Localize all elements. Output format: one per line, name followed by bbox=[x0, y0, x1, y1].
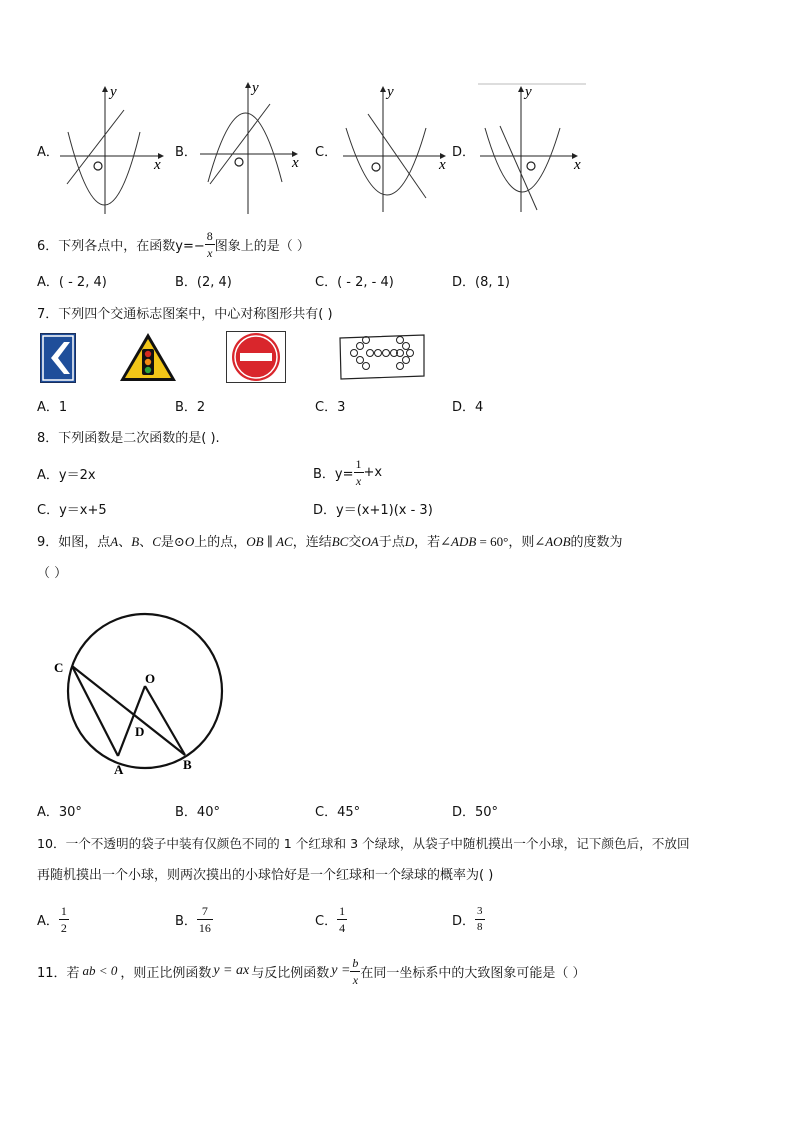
q11-function-inverse-pre: y = bbox=[331, 963, 351, 978]
q11-text-b: ，则正比例函数 bbox=[120, 965, 212, 981]
q9-parallel: ∥ bbox=[263, 534, 277, 549]
q9-point-c: C bbox=[152, 534, 161, 549]
q9-text-f: 于点 bbox=[378, 535, 405, 550]
q9-option-c[interactable]: C．45° bbox=[315, 805, 361, 820]
q11-stem bbox=[37, 950, 586, 992]
q9-option-a[interactable]: A．30° bbox=[37, 805, 82, 820]
q9-text-c: 上的点， bbox=[194, 535, 247, 550]
q9-segment-ac: AC bbox=[276, 534, 293, 549]
q5-graph-a-line bbox=[67, 110, 124, 184]
q7-option-a[interactable]: A．1 bbox=[37, 400, 68, 415]
q5-option-d-label[interactable]: D． bbox=[452, 145, 476, 160]
q6-fraction bbox=[205, 230, 215, 259]
q6-text-post: 图象上的是（ ） bbox=[214, 238, 310, 254]
q9-fig-label-c: C bbox=[54, 660, 64, 675]
q5-graph-d-origin bbox=[527, 162, 535, 170]
q6-option-a[interactable]: A．( - 2, 4) bbox=[37, 275, 107, 290]
q5-graph-d-y-label: y bbox=[525, 84, 532, 100]
q5-graph-c-x-label: x bbox=[439, 157, 446, 173]
q9-segment-ca bbox=[72, 666, 118, 756]
dot-pattern-sign-icon bbox=[338, 334, 426, 380]
q7-option-b[interactable]: B．2 bbox=[175, 400, 206, 415]
q8-option-a[interactable]: A．y＝2x bbox=[37, 468, 96, 483]
q7-option-c[interactable]: C．3 bbox=[315, 400, 346, 415]
q5-graph-a-x-label: x bbox=[154, 157, 161, 173]
q7-sign-no-entry bbox=[226, 331, 286, 383]
q9-circle-symbol: ⊙ bbox=[173, 534, 185, 549]
q5-graph-a bbox=[60, 84, 164, 214]
q8-stem: 8．下列函数是二次函数的是( ). bbox=[37, 431, 220, 446]
q9-fig-label-b: B bbox=[183, 757, 192, 772]
q11-text-c: 与反比例函数 bbox=[251, 965, 330, 981]
q11-fraction-num: b bbox=[352, 955, 359, 970]
q11-condition: ab < 0 bbox=[82, 963, 118, 978]
q7-sign-traffic-light bbox=[118, 331, 178, 383]
q9-angle-value: = 60° bbox=[476, 534, 509, 549]
q5-option-b-label[interactable]: B． bbox=[175, 145, 197, 160]
q8-option-b-numerator: 1 bbox=[355, 456, 362, 471]
q10-option-d-num: 3 bbox=[477, 904, 483, 917]
q10-option-b-den: 16 bbox=[198, 920, 211, 935]
q9-text-a: 9．如图，点 bbox=[37, 535, 111, 550]
q9-segment-cb bbox=[72, 666, 185, 755]
q6-option-d[interactable]: D．(8, 1) bbox=[452, 275, 510, 290]
q9-option-b[interactable]: B．40° bbox=[175, 805, 220, 820]
q10-option-c-bar bbox=[337, 919, 347, 920]
q8-option-b-post: +x bbox=[363, 464, 383, 480]
q9-angle-adb: ∠ADB bbox=[440, 534, 477, 549]
q6-text-pre: 下列各点中，在函数y=− bbox=[58, 238, 205, 254]
q9-text-i: ，则 bbox=[508, 535, 535, 550]
q5-graph-b bbox=[200, 80, 299, 214]
q6-option-c[interactable]: C．( - 2, - 4) bbox=[315, 275, 394, 290]
q5-graph-c-y-label: y bbox=[387, 84, 394, 100]
q5-graph-b-x-label: x bbox=[292, 155, 299, 171]
q8-option-b[interactable] bbox=[313, 452, 382, 492]
q10-option-c-fraction bbox=[337, 905, 347, 934]
q10-option-b-fraction bbox=[197, 905, 213, 934]
q5-option-c-label[interactable]: C． bbox=[315, 145, 338, 160]
q9-point-d: D bbox=[404, 534, 415, 549]
q11-function-direct: y = ax bbox=[213, 963, 250, 978]
q9-stem-line1 bbox=[37, 531, 623, 550]
q5-graph-a-y-arrow bbox=[102, 86, 108, 92]
q5-graph-d-parabola bbox=[485, 128, 560, 192]
q5-graph-d-x-label: x bbox=[574, 157, 581, 173]
q9-segment-ob-line bbox=[145, 686, 185, 755]
q9-figure bbox=[46, 606, 236, 776]
q11-fraction-den: x bbox=[352, 972, 359, 987]
q5-option-a-label[interactable]: A． bbox=[37, 145, 59, 160]
q10-option-c-den: 4 bbox=[339, 920, 346, 935]
q10-option-a-fraction bbox=[59, 905, 69, 934]
q9-fig-label-a: A bbox=[114, 762, 124, 776]
q10-option-b-bar bbox=[197, 919, 213, 920]
q9-point-o: O bbox=[184, 534, 195, 549]
q5-graph-b-origin bbox=[235, 158, 243, 166]
q9-point-a: A bbox=[110, 534, 119, 549]
q10-option-c-letter: C． bbox=[315, 913, 338, 929]
q9-text-j: 的度数为 bbox=[570, 535, 623, 550]
q6-fraction-denominator: x bbox=[207, 245, 213, 260]
q9-circle-figure-svg bbox=[46, 606, 236, 776]
chevron-left-sign-icon bbox=[40, 333, 76, 383]
q10-option-a-letter: A． bbox=[37, 913, 59, 929]
q6-fraction-numerator: 8 bbox=[206, 228, 213, 243]
q9-fig-label-d: D bbox=[135, 724, 145, 739]
q6-fraction-bar bbox=[205, 244, 215, 245]
q10-stem-line1: 10．一个不透明的袋子中装有仅颜色不同的 1 个红球和 3 个绿球，从袋子中随机摸出一个小球，记下颜色后，不放回 bbox=[37, 836, 690, 851]
q9-segment-oa: OA bbox=[361, 534, 379, 549]
traffic-light-warning-icon bbox=[118, 331, 178, 383]
q5-graph-c-y-arrow bbox=[380, 86, 386, 92]
q9-sep2: 、 bbox=[139, 535, 153, 550]
q10-option-a-num: 1 bbox=[60, 903, 67, 918]
q5-graph-b-line bbox=[210, 104, 270, 184]
q6-option-b[interactable]: B．(2, 4) bbox=[175, 275, 232, 290]
q5-graph-b-y-arrow bbox=[245, 82, 251, 88]
q5-graph-a-origin bbox=[94, 162, 102, 170]
q9-option-d[interactable]: D．50° bbox=[452, 805, 499, 820]
q9-text-b: 是 bbox=[160, 535, 174, 550]
q10-option-d-letter: D． bbox=[452, 913, 476, 929]
q5-graph-c-parabola bbox=[346, 128, 426, 195]
q10-option-d-bar bbox=[475, 919, 485, 920]
q8-option-b-denominator: x bbox=[355, 473, 362, 488]
q6-stem bbox=[37, 224, 310, 264]
q9-sep1: 、 bbox=[118, 535, 132, 550]
q11-text-a: 11．若 bbox=[37, 965, 80, 981]
q11-function-inverse-fraction bbox=[350, 957, 360, 986]
no-entry-sign-icon bbox=[226, 331, 286, 383]
q9-fig-label-o: O bbox=[145, 671, 156, 686]
q9-text-d: ，连结 bbox=[292, 535, 332, 550]
q8-option-b-pre: B．y= bbox=[313, 466, 354, 482]
q5-graph-d bbox=[480, 84, 581, 212]
q7-option-d[interactable]: D．4 bbox=[452, 400, 484, 415]
q5-graph-c bbox=[343, 84, 446, 212]
q5-graph-a-y-label: y bbox=[110, 84, 117, 100]
q8-option-b-fraction bbox=[354, 458, 364, 487]
q10-option-a-den: 2 bbox=[60, 920, 67, 935]
q10-option-d[interactable] bbox=[452, 898, 485, 940]
q11-fraction-bar bbox=[350, 971, 360, 972]
q9-segment-ob: OB bbox=[246, 534, 264, 549]
q10-option-c[interactable] bbox=[315, 898, 347, 940]
q10-option-b-letter: B． bbox=[175, 913, 197, 929]
q8-option-d[interactable]: D．y＝(x+1)(x - 3) bbox=[313, 503, 433, 518]
q9-text-e: 交 bbox=[348, 535, 362, 550]
q9-angle-aob: ∠AOB bbox=[534, 534, 571, 549]
q11-text-d: 在同一坐标系中的大致图象可能是（ ） bbox=[360, 965, 586, 981]
q7-sign-dot-pattern bbox=[338, 334, 426, 380]
q9-text-g: ，若 bbox=[414, 535, 441, 550]
q10-option-a-bar bbox=[59, 919, 69, 920]
q10-option-b[interactable] bbox=[175, 898, 213, 940]
q8-option-c[interactable]: C．y＝x+5 bbox=[37, 503, 107, 518]
q9-segment-bc: BC bbox=[331, 534, 349, 549]
q6-number: 6． bbox=[37, 238, 59, 254]
q7-sign-chevron bbox=[40, 333, 76, 383]
q9-stem-line2: （ ） bbox=[37, 566, 68, 581]
q10-option-d-fraction bbox=[475, 906, 485, 933]
q8-option-b-bar bbox=[354, 472, 364, 473]
q5-graph-d-y-arrow bbox=[518, 86, 524, 92]
q10-option-c-num: 1 bbox=[339, 903, 346, 918]
q9-point-b: B bbox=[131, 534, 140, 549]
q7-stem: 7．下列四个交通标志图案中，中心对称图形共有( ) bbox=[37, 307, 333, 322]
q5-graph-b-y-label: y bbox=[252, 80, 259, 96]
q5-graph-c-origin bbox=[372, 163, 380, 171]
q10-option-a[interactable] bbox=[37, 898, 69, 940]
q10-option-d-den: 8 bbox=[477, 920, 483, 933]
q9-circle bbox=[68, 614, 222, 768]
q10-stem-line2: 再随机摸出一个小球，则两次摸出的小球恰好是一个红球和一个绿球的概率为( ) bbox=[37, 868, 494, 883]
q5-graph-d-line bbox=[500, 126, 537, 210]
q10-option-b-num: 7 bbox=[201, 903, 208, 918]
